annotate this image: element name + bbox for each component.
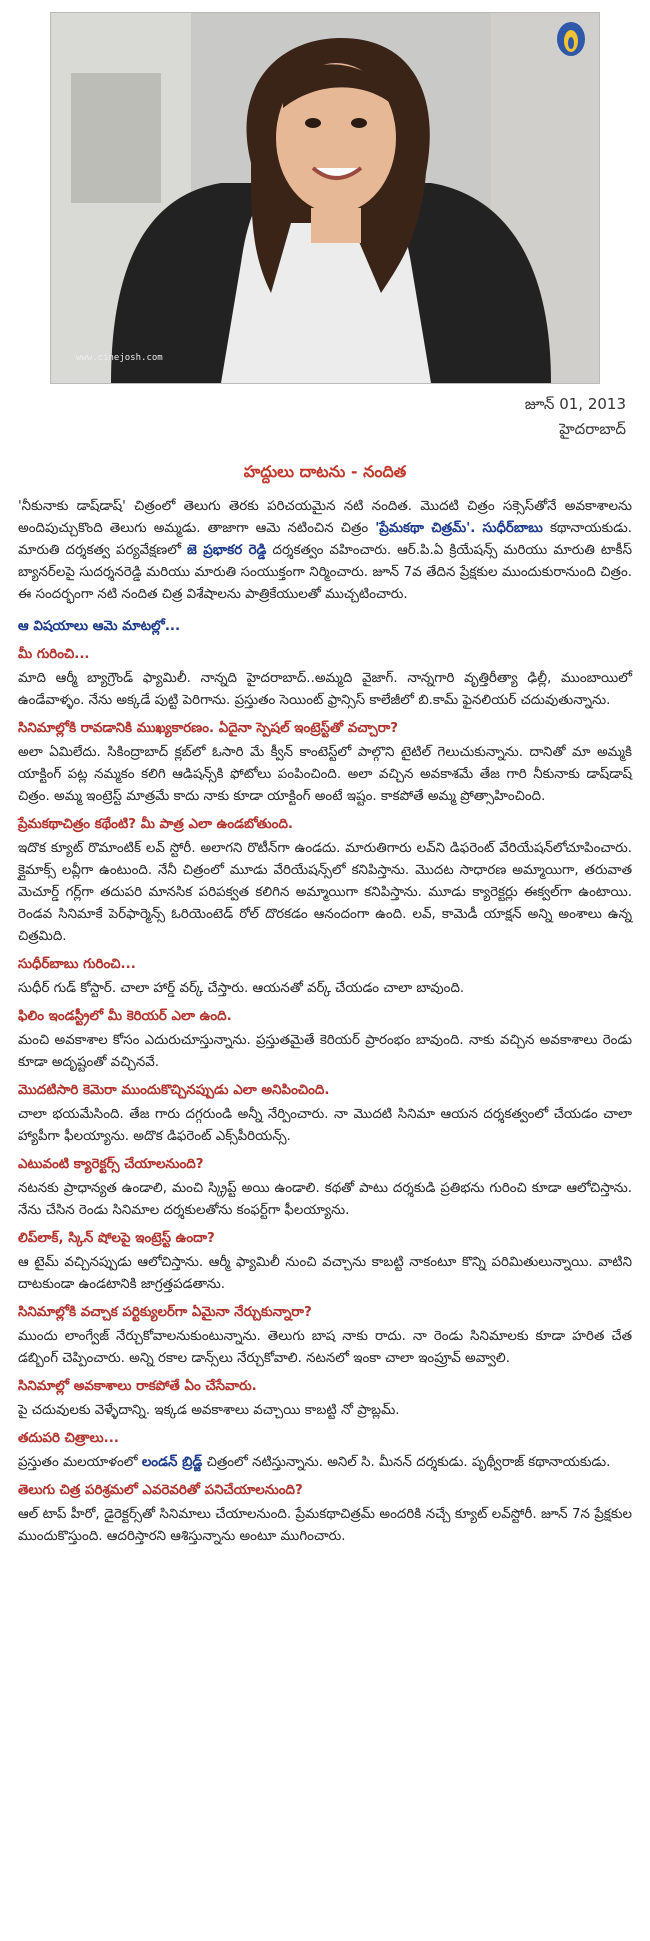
answer-11	[18, 1452, 632, 1474]
portrait-illustration	[51, 13, 599, 383]
question-10: సినిమాల్లో అవకాశాలు రాకపోతే ఏం చేసేవారు.	[18, 1379, 257, 1394]
intro-paragraph	[18, 496, 632, 606]
film-title-london-bridge: లండన్ బ్రిడ్జ్	[141, 1455, 203, 1470]
answer-2: అలా ఏమిలేదు. సికింద్రాబాద్ క్లబ్‌లో ఓసారి మే క్వీన్ కాంటెస్ట్‌లో పాల్గొని టైటిల్ గెలుచుకున్నాను. దానితో మా అమ్మకి యాక్టింగ్ పట్ల నమ్మకం కలిగి ఆడిషన్స్‌కి ఫోటోలు పంపించింది. అలా వచ్చిన అవకాశమే తేజ గారి నీకునాకు డాష్‌డాష్ చిత్రం. అమ్మ ఇంట్రెస్ట్ మాత్రమే కాదు నాకు కూడా యాక్టింగ్ అంటే ఇష్టం. కాకపోతే అమ్మ ప్రోత్సాహించింది.	[18, 745, 632, 804]
article-date: జూన్ 01, 2013	[524, 395, 626, 413]
movie-name: 'ప్రేమకథా చిత్రమ్'.	[375, 521, 476, 536]
site-logo	[553, 21, 589, 61]
question-1: మీ గురించి...	[18, 647, 90, 662]
answer-8: ఆ టైమ్ వచ్చినప్పుడు ఆలోచిస్తాను. ఆర్మీ ఫ్యామిలీ నుంచి వచ్చాను కాబట్టి నాకంటూ కొన్ని పరిమితులున్నాయి. వాటిని దాటకుండా ఉండటానికి జాగ్రత్తపడతాను.	[18, 1255, 632, 1292]
question-8: లిప్‌లాక్, స్కిన్ షోలపై ఇంట్రెస్ట్ ఉందా?	[18, 1231, 215, 1246]
hero-name: సుధీర్‌బాబు	[482, 521, 543, 536]
question-12: తెలుగు చిత్ర పరిశ్రమలో ఎవరెవరితో పనిచేయాలనుంది?	[18, 1483, 303, 1498]
question-2: సినిమాల్లోకి రావడానికి ముఖ్యకారణం. ఏదైనా స్పెషల్ ఇంట్రెస్ట్‌తో వచ్చారా?	[18, 721, 399, 736]
answer-6: చాలా భయమేసింది. తేజ గారు దగ్గరుండి అన్నీ నేర్పించారు. నా మొదటి సినిమా ఆయన దర్శకత్వంలో చేయడం చాలా హ్యాపీగా ఫీలయ్యాను. అదొక డిఫరెంట్ ఎక్స్‌పీరియన్స్.	[18, 1107, 632, 1144]
question-5: ఫిలిం ఇండస్ట్రీలో మీ కెరియర్ ఎలా ఉంది.	[18, 1009, 232, 1024]
answer-12: ఆల్ టాప్ హీరో, డైరెక్టర్స్‌తో సినిమాలు చేయాలనుంది. ప్రేమకథాచిత్రమ్ అందరికి నచ్చే క్యూట్ లవ్‌స్టోరీ. జూన్ 7న ప్రేక్షకుల ముందుకొస్తుంది. ఆదరిస్తారని ఆశిస్తున్నాను అంటూ ముగించారు.	[18, 1507, 632, 1544]
question-7: ఎటువంటి క్యారెక్టర్స్ చేయాలనుంది?	[18, 1157, 204, 1172]
article-heading: హద్దులు దాటను - నందిత	[243, 462, 407, 481]
question-3: ప్రేమకథాచిత్రం కథేంటి? మీ పాత్ర ఎలా ఉండబోతుంది.	[18, 817, 293, 832]
intro-text-3: కథానాయకుడు. మారుతి దర్శకత్వ పర్యవేక్షణలో	[18, 521, 632, 558]
photo-watermark: www.cinejosh.com	[76, 353, 163, 363]
article-meta	[525, 392, 626, 442]
answer-9: ముందు లాంగ్వేజ్ నేర్చుకోవాలనుకుంటున్నాను. తెలుగు బాష నాకు రాదు. నా రెండు సినిమాలకు కూడా హరిత చేత డబ్బింగ్ చెప్పించారు. అన్ని రకాల డాన్స్‌లు నేర్చుకోవాలి. నటనలో ఇంకా చాలా ఇంప్రూవ్ అవ్వాలి.	[18, 1329, 632, 1366]
article-place: హైదరాబాద్	[559, 420, 626, 438]
question-4: సుధీర్‌బాబు గురించి...	[18, 957, 136, 972]
answer-11-text-1: ప్రస్తుతం మలయాళంలో	[18, 1455, 142, 1470]
answer-10: పై చదువులకు వెళ్ళేదాన్ని. ఇక్కడ అవకాశాలు వచ్చాయి కాబట్టి నో ప్రాబ్లమ్.	[18, 1403, 400, 1418]
answer-1: మాది ఆర్మీ బ్యాగ్రౌండ్ ఫ్యామిలీ. నాన్నది హైదరాబాద్..అమ్మది వైజాగ్. నాన్నగారి వృత్తిరీత్యా ఢిల్లీ, ముంబాయిలో ఉండేవాళ్ళం. నేను అక్కడే పుట్టి పెరిగాను. ప్రస్తుతం సెయింట్ ఫ్రాన్సిస్ కాలేజీలో బి.కామ్ ఫైనలియర్ చదువుతున్నాను.	[18, 671, 632, 708]
article-body	[18, 496, 632, 1551]
answer-5: మంచి అవకాశాల కోసం ఎదురుచూస్తున్నాను. ప్రస్తుతమైతే కెరియర్ ప్రారంభం బావుంది. నాకు వచ్చిన అవకాశాలు రెండు కూడా అదృష్టంతో వచ్చినవే.	[18, 1033, 632, 1070]
answer-3: ఇదొక క్యూట్ రొమాంటిక్ లవ్ స్టోరీ. అలాగని రొటీన్‌గా ఉండదు. మారుతిగారు లవ్‌ని డిఫరెంట్ వేరియేషన్‌లోచూపించారు. క్లైమాక్స్ లవ్లీగా ఉంటుంది. నేనీ చిత్రంలో మూడు వేరియేషన్స్‌లో కనిపిస్తాను. మొదట సాధారణ అమ్మాయిగా, తరువాత మెచూర్డ్ గర్ల్‌గా తదుపరి మానసిక పరిపక్వత కలిగిన అమ్మాయిగా కనిపిస్తాను. మూడు క్యారెక్టర్లు ఈక్వల్‌గా ఉంటాయి. రెండవ సినిమాకే పెర్‌ఫార్మెన్స్ ఓరియెంటెడ్ రోల్ దొరకడం ఆనందంగా ఉంది. లవ్, కామెడీ యాక్షన్ అన్ని అంశాలు ఉన్న చిత్రమిది.	[18, 841, 632, 944]
answer-4: సుధీర్ గుడ్ కోస్టార్. చాలా హార్డ్ వర్క్ చేస్తారు. ఆయనతో వర్క్ చేయడం చాలా బావుంది.	[18, 981, 465, 996]
article-photo	[50, 12, 600, 384]
director-name: జె ప్రభాకర రెడ్డి	[187, 543, 267, 558]
lotus-logo-icon	[553, 21, 589, 61]
question-6: మొదటిసారి కెమెరా ముందుకొచ్చినప్పుడు ఎలా అనిపించింది.	[18, 1083, 330, 1098]
question-11: తదుపరి చిత్రాలు...	[18, 1431, 119, 1446]
answer-11-text-2: చిత్రంలో నటిస్తున్నాను. అనిల్ సి. మీనన్ దర్శకుడు. పృథ్వీరాజ్ కథానాయకుడు.	[202, 1455, 611, 1470]
answer-7: నటనకు ప్రాధాన్యత ఉండాలి, మంచి స్క్రిప్ట్ అయి ఉండాలి. కథతో పాటు దర్శకుడి ప్రతిభను గురించి కూడా ఆలోచిస్తాను. నేను చేసిన రెండు సినిమాల దర్శకులతోను కంఫర్ట్‌గా ఫీలయ్యాను.	[18, 1181, 632, 1218]
lead-line: ఆ విషయాలు ఆమె మాటల్లో...	[18, 619, 181, 634]
intro-text-1: 'నీకునాకు డాష్‌డాష్' చిత్రంలో తెలుగు తెరకు పరిచయమైన నటి నందిత. మొదటి చిత్రం సక్సెస్‌తోనే అవకాశాలను అందిపుచ్చుకొంది తెలుగు అమ్మడు. తాజాగా ఆమె నటించిన చిత్రం	[18, 499, 632, 536]
intro-text-4: దర్శకత్వం వహించారు. ఆర్.పి.ఏ క్రియేషన్స్ మరియు మారుతి టాకీస్ బ్యానర్‌లపై సుదర్శనరెడ్డి మరియు మారుతి సంయుక్తంగా నిర్మించారు. జూన్ 7వ తేదిన ప్రేక్షకుల ముందుకురానుంది చిత్రం. ఈ సందర్భంగా నటి నందిత చిత్ర విశేషాలను పాత్రికేయులతో ముచ్చటించారు.	[18, 543, 632, 602]
question-9: సినిమాల్లోకి వచ్చాక పర్టిక్యులర్‌గా ఏమైనా నేర్చుకున్నారా?	[18, 1305, 312, 1320]
